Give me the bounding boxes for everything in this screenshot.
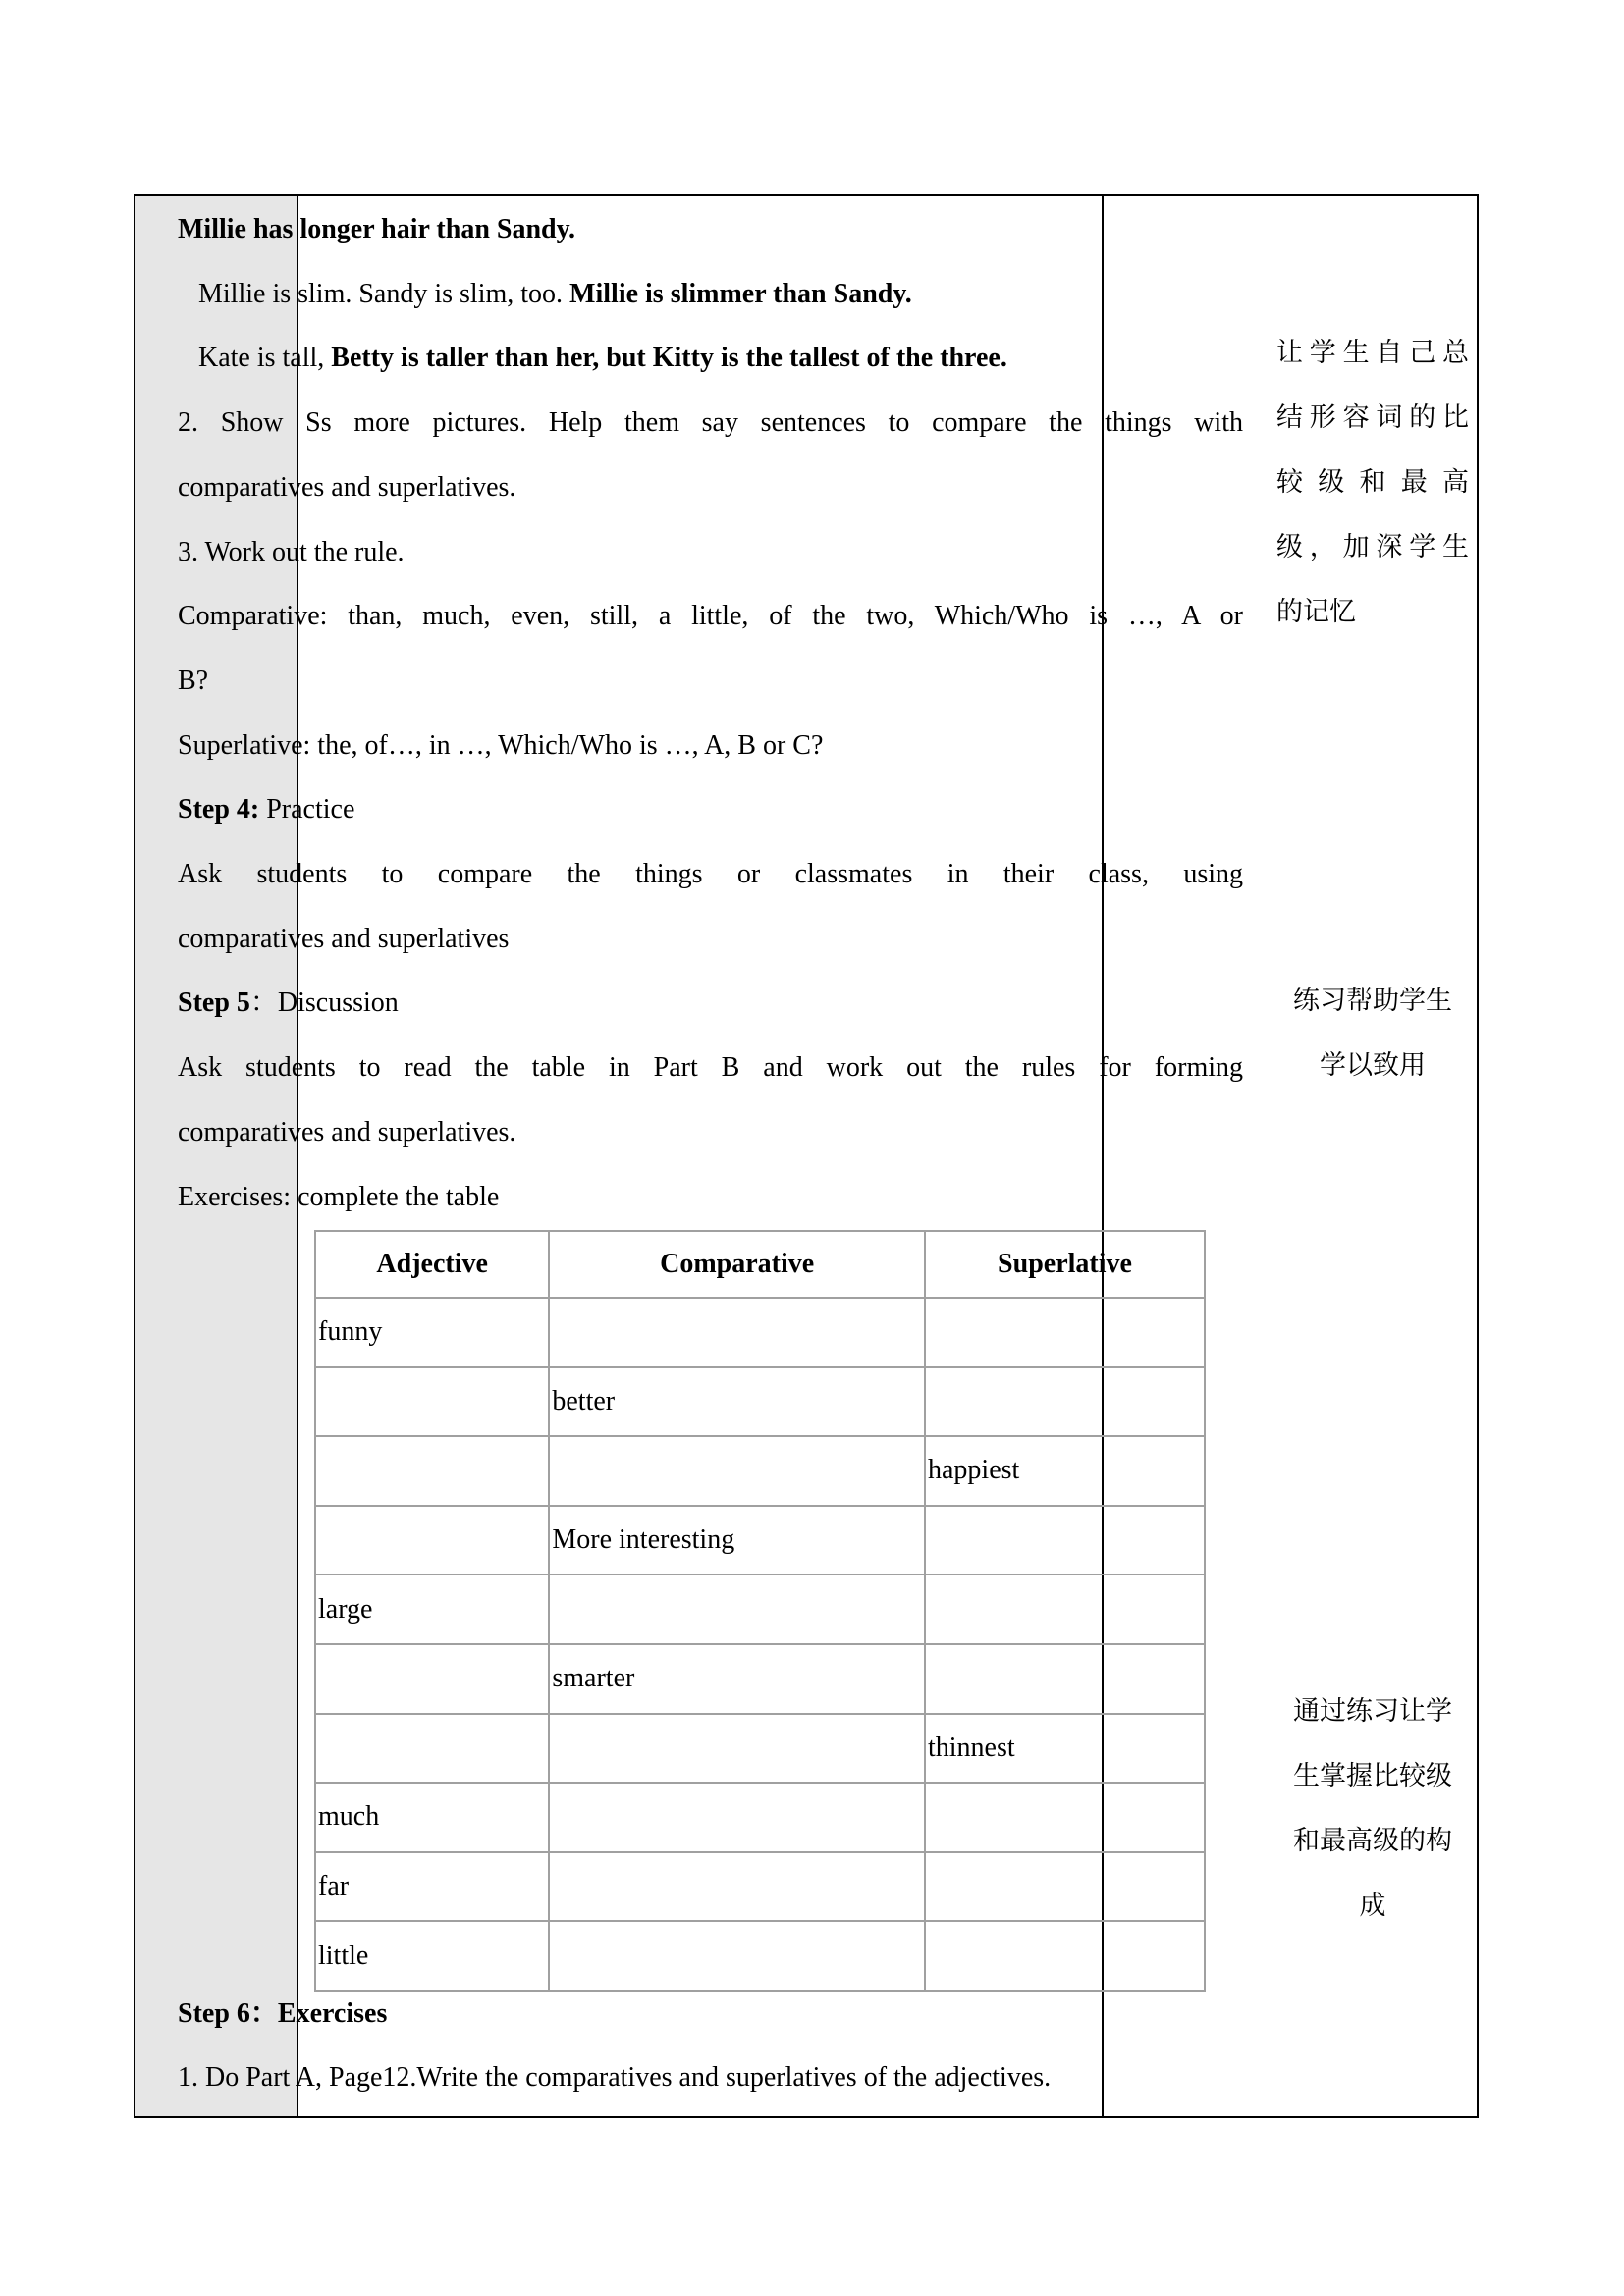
text-run: comparatives and superlatives. bbox=[178, 472, 516, 503]
table-row bbox=[315, 1644, 1205, 1714]
table-cell: funny bbox=[315, 1298, 549, 1367]
table-cell bbox=[315, 1367, 549, 1437]
text-run: Ask students to read the table in Part B and work out the rules for forming bbox=[178, 1052, 1243, 1083]
bold-text: Step 6：Exercises bbox=[178, 1999, 388, 2029]
text-line bbox=[178, 275, 1243, 314]
table-header-row bbox=[315, 1231, 1205, 1298]
bold-text: Betty is taller than her, but Kitty is the tallest of the three. bbox=[331, 343, 1007, 373]
table-cell bbox=[549, 1436, 925, 1506]
text-run: Ask students to compare the things or classmates in their class, using bbox=[178, 859, 1243, 889]
note-line: 的记忆 bbox=[1276, 597, 1356, 627]
table-cell bbox=[549, 1852, 925, 1922]
table-cell bbox=[925, 1644, 1205, 1714]
text-run: comparatives and superlatives bbox=[178, 924, 510, 954]
table-cell: thinnest bbox=[925, 1714, 1205, 1784]
table-cell: large bbox=[315, 1575, 549, 1644]
table-row bbox=[315, 1506, 1205, 1575]
table-cell bbox=[315, 1644, 549, 1714]
bold-text: Step 5 bbox=[178, 988, 250, 1018]
note-line: 和最高级的构 bbox=[1293, 1826, 1452, 1856]
text-line bbox=[178, 1048, 1243, 1088]
table-cell bbox=[925, 1921, 1205, 1991]
text-run: Exercises: complete the table bbox=[178, 1182, 500, 1212]
note-line: 生掌握比较级 bbox=[1293, 1761, 1452, 1791]
table-row bbox=[315, 1436, 1205, 1506]
table-cell: much bbox=[315, 1783, 549, 1852]
table-cell bbox=[315, 1714, 549, 1784]
note-line: 让学生自己总 bbox=[1276, 338, 1469, 368]
table-row bbox=[315, 1575, 1205, 1644]
table-cell bbox=[925, 1852, 1205, 1922]
text-line bbox=[178, 339, 1243, 378]
text-run: Comparative: than, much, even, still, a little, of the two, Which/Who is …, A or bbox=[178, 601, 1243, 631]
table-cell bbox=[925, 1298, 1205, 1367]
table-cell bbox=[549, 1921, 925, 1991]
text-line bbox=[178, 533, 1243, 572]
table-row bbox=[315, 1367, 1205, 1437]
header-adjective: Adjective bbox=[315, 1231, 549, 1298]
teaching-note-1 bbox=[1276, 334, 1469, 658]
table-cell bbox=[925, 1783, 1205, 1852]
text-line bbox=[178, 984, 1243, 1023]
table-row bbox=[315, 1714, 1205, 1784]
table-cell bbox=[549, 1714, 925, 1784]
teaching-note-3 bbox=[1276, 1692, 1469, 1951]
text-run: Kate is tall, bbox=[178, 343, 332, 373]
note-line: 练习帮助学生 bbox=[1293, 986, 1452, 1016]
note-line: 通过练习让学 bbox=[1293, 1696, 1452, 1727]
header-superlative: Superlative bbox=[925, 1231, 1205, 1298]
table-cell bbox=[925, 1367, 1205, 1437]
text-line bbox=[178, 855, 1243, 894]
table-cell bbox=[549, 1298, 925, 1367]
text-run: B? bbox=[178, 666, 209, 696]
note-line: 级，加深学生 bbox=[1276, 532, 1469, 562]
bold-text: Millie has longer hair than Sandy. bbox=[178, 214, 576, 244]
text-line bbox=[178, 920, 1243, 959]
bold-text: Millie is slimmer than Sandy. bbox=[569, 279, 912, 309]
text-line bbox=[178, 210, 1243, 249]
text-line bbox=[178, 2058, 1243, 2098]
text-line bbox=[178, 726, 1243, 766]
table-cell: far bbox=[315, 1852, 549, 1922]
note-line: 结形容词的比 bbox=[1276, 402, 1469, 433]
text-run: 3. Work out the rule. bbox=[178, 537, 405, 567]
table-cell bbox=[315, 1436, 549, 1506]
text-line bbox=[178, 597, 1243, 636]
text-line bbox=[178, 790, 1243, 829]
table-cell: smarter bbox=[549, 1644, 925, 1714]
text-line bbox=[178, 1113, 1243, 1152]
text-line bbox=[178, 662, 1243, 701]
table-cell bbox=[549, 1575, 925, 1644]
table-cell: More interesting bbox=[549, 1506, 925, 1575]
table-cell bbox=[925, 1575, 1205, 1644]
text-run: 1. Do Part A, Page12.Write the comparatives and superlatives of the adjectives. bbox=[178, 2062, 1052, 2093]
text-line bbox=[178, 468, 1243, 507]
table-row bbox=[315, 1921, 1205, 1991]
table-cell: little bbox=[315, 1921, 549, 1991]
table-row bbox=[315, 1783, 1205, 1852]
table-cell: better bbox=[549, 1367, 925, 1437]
text-run: comparatives and superlatives. bbox=[178, 1117, 516, 1148]
text-line bbox=[178, 1178, 1243, 1217]
text-run: 2. Show Ss more pictures. Help them say sentences to compare the things with bbox=[178, 407, 1243, 438]
note-line: 较级和最高 bbox=[1276, 467, 1469, 498]
text-run: Millie is slim. Sandy is slim, too. bbox=[178, 279, 570, 309]
bold-text: Step 4: bbox=[178, 794, 267, 825]
text-line bbox=[178, 1995, 1243, 2034]
note-line: 学以致用 bbox=[1320, 1050, 1426, 1081]
text-line bbox=[178, 403, 1243, 443]
table-cell bbox=[925, 1506, 1205, 1575]
table-cell: happiest bbox=[925, 1436, 1205, 1506]
table-row bbox=[315, 1852, 1205, 1922]
table-cell bbox=[549, 1783, 925, 1852]
table-row bbox=[315, 1298, 1205, 1367]
teaching-note-2 bbox=[1276, 982, 1469, 1111]
text-run: Practice bbox=[266, 794, 355, 825]
text-run: Superlative: the, of…, in …, Which/Who is …, A, B or C? bbox=[178, 730, 824, 761]
header-comparative: Comparative bbox=[549, 1231, 925, 1298]
table-cell bbox=[315, 1506, 549, 1575]
text-run: ：Discussion bbox=[249, 988, 399, 1018]
exercise-table bbox=[314, 1230, 1206, 1992]
note-line: 成 bbox=[1359, 1891, 1386, 1921]
